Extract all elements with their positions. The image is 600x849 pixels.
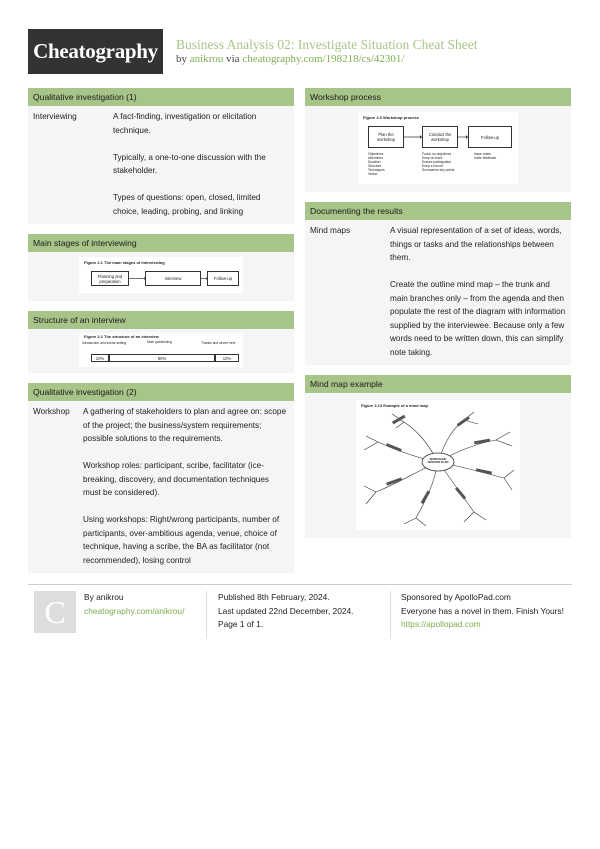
structure-label-main: Main questioning	[147, 340, 172, 344]
workshop-notes-follow-up: Issue notes Invite feedback	[474, 152, 497, 160]
workshop-notes-conduct: Focus on objectives Keep on track Ensure participation Keep a record Summarise key points	[422, 152, 455, 172]
paragraph: A gathering of stakeholders to plan and agree on: scope of the project; the business/system requirements; possible solutions to the requirements.	[83, 407, 287, 443]
byline-by: by	[176, 53, 187, 65]
section-header: Structure of an interview	[28, 311, 294, 329]
footer-divider	[390, 591, 391, 639]
mind-map-centre: WORKSHOP SESSION PLAN	[427, 457, 449, 465]
arrow-icon	[79, 257, 243, 293]
workshop-notes-plan: Objectives Attendees Duration Structure Techniques Venue	[368, 152, 385, 176]
stage-box-follow-up: Follow-up	[207, 271, 239, 286]
footer-sponsor-name[interactable]: ApolloPad.com	[454, 592, 511, 602]
paragraph: Types of questions: open, closed, limited choice, leading, probing, and linking	[113, 193, 261, 216]
section-body	[305, 393, 571, 538]
structure-segment-intro: 10%	[91, 354, 109, 362]
structure-label-intro: Introduction and scene-setting	[82, 341, 127, 345]
page-title: Business Analysis 02: Investigate Situation Cheat Sheet	[176, 37, 478, 52]
byline-via: via	[226, 53, 240, 65]
section-header: Qualitative investigation (2)	[28, 383, 294, 401]
mind-map-figure	[356, 400, 520, 530]
row-text	[113, 110, 283, 218]
section-body	[28, 106, 294, 224]
section-header: Mind map example	[305, 375, 571, 393]
footer-sponsor-block	[401, 591, 571, 632]
footer-sponsor-link[interactable]: https://apollopad.com	[401, 619, 481, 629]
author-link[interactable]: anikrou	[189, 53, 224, 65]
paragraph: A visual representation of a set of ideas, words, things or tasks and the relationships between them.	[390, 226, 562, 262]
footer-page: Page 1 of 1.	[218, 619, 264, 629]
row-text	[390, 224, 566, 359]
workshop-box-follow-up: Follow-up	[468, 126, 512, 148]
section-header: Qualitative investigation (1)	[28, 88, 294, 106]
workshop-figure	[358, 112, 518, 184]
structure-figure	[79, 333, 243, 367]
figure-caption: Figure 2.13 Example of a mind map	[361, 403, 428, 408]
figure-caption: Figure 2.2 The structure of an interview	[84, 334, 159, 339]
row-label: Interviewing	[33, 112, 77, 121]
footer	[28, 584, 572, 644]
row-label: Workshop	[33, 407, 70, 416]
paragraph: A fact-finding, investigation or elicitation technique.	[113, 112, 257, 135]
stages-figure	[79, 257, 243, 293]
section-body	[305, 220, 571, 365]
footer-author[interactable]: anikrou	[96, 592, 124, 602]
paragraph: Create the outline mind map – the trunk and main branches only – from the agenda and then populate the rest of the diagram with information supplied by the interviewee. Because only a few words need to be written down, this can simplify note taking.	[390, 280, 566, 357]
section-main-stages	[28, 234, 294, 301]
stage-box-planning: Planning and preparation	[91, 271, 129, 286]
workshop-box-conduct: Conduct the workshop	[422, 126, 458, 148]
section-documenting	[305, 202, 571, 365]
section-workshop-process	[305, 88, 571, 192]
mind-map-drawing	[356, 400, 520, 530]
footer-author-link[interactable]: cheatography.com/anikrou/	[84, 605, 185, 616]
structure-segment-thanks: 10%	[215, 354, 239, 362]
section-header: Documenting the results	[305, 202, 571, 220]
paragraph: Using workshops: Right/wrong participants, number of participants, over-ambitious agenda, venue, choice of technique, having a scribe, the BA as facilitator (not recommended), losing control	[83, 515, 280, 565]
left-column	[28, 88, 294, 583]
footer-by: By	[84, 592, 94, 602]
section-body	[28, 401, 294, 573]
row-text	[83, 405, 289, 567]
section-body	[28, 252, 294, 301]
section-body	[28, 329, 294, 373]
sheet-url-link[interactable]: cheatography.com/198218/cs/42301/	[242, 53, 405, 65]
structure-segment-main: 80%	[109, 354, 215, 362]
footer-published: Published 8th February, 2024.	[218, 592, 330, 602]
footer-divider	[206, 591, 207, 639]
cheatography-c-logo[interactable]: C	[34, 591, 76, 633]
figure-caption: Figure 2.1 The main stages of interviewing	[84, 260, 165, 265]
cheatography-logo[interactable]: Cheatography	[28, 29, 163, 74]
footer-author-block	[84, 591, 184, 618]
right-column	[305, 88, 571, 548]
section-body	[305, 106, 571, 192]
section-qualitative-1	[28, 88, 294, 224]
section-header: Main stages of interviewing	[28, 234, 294, 252]
footer-dates-block	[218, 591, 354, 632]
row-label: Mind maps	[310, 226, 351, 235]
footer-sponsor-text: Everyone has a novel in them. Finish Yours!	[401, 605, 564, 616]
workshop-box-plan: Plan the workshop	[368, 126, 404, 148]
byline	[176, 53, 404, 65]
structure-label-thanks: Thanks and where next	[201, 341, 236, 345]
section-mind-map	[305, 375, 571, 538]
section-structure	[28, 311, 294, 373]
paragraph: Workshop roles: participant, scribe, facilitator (ice-breaking, discovery, and documentation techniques must be considered).	[83, 461, 270, 497]
footer-sponsor-prefix: Sponsored by	[401, 592, 453, 602]
paragraph: Typically, a one-to-one discussion with the stakeholder.	[113, 152, 266, 175]
section-qualitative-2	[28, 383, 294, 573]
stage-box-interview: Interview	[145, 271, 201, 286]
section-header: Workshop process	[305, 88, 571, 106]
figure-caption: Figure 2.5 Workshop process	[363, 115, 419, 120]
footer-updated: Last updated 22nd December, 2024.	[218, 605, 354, 616]
